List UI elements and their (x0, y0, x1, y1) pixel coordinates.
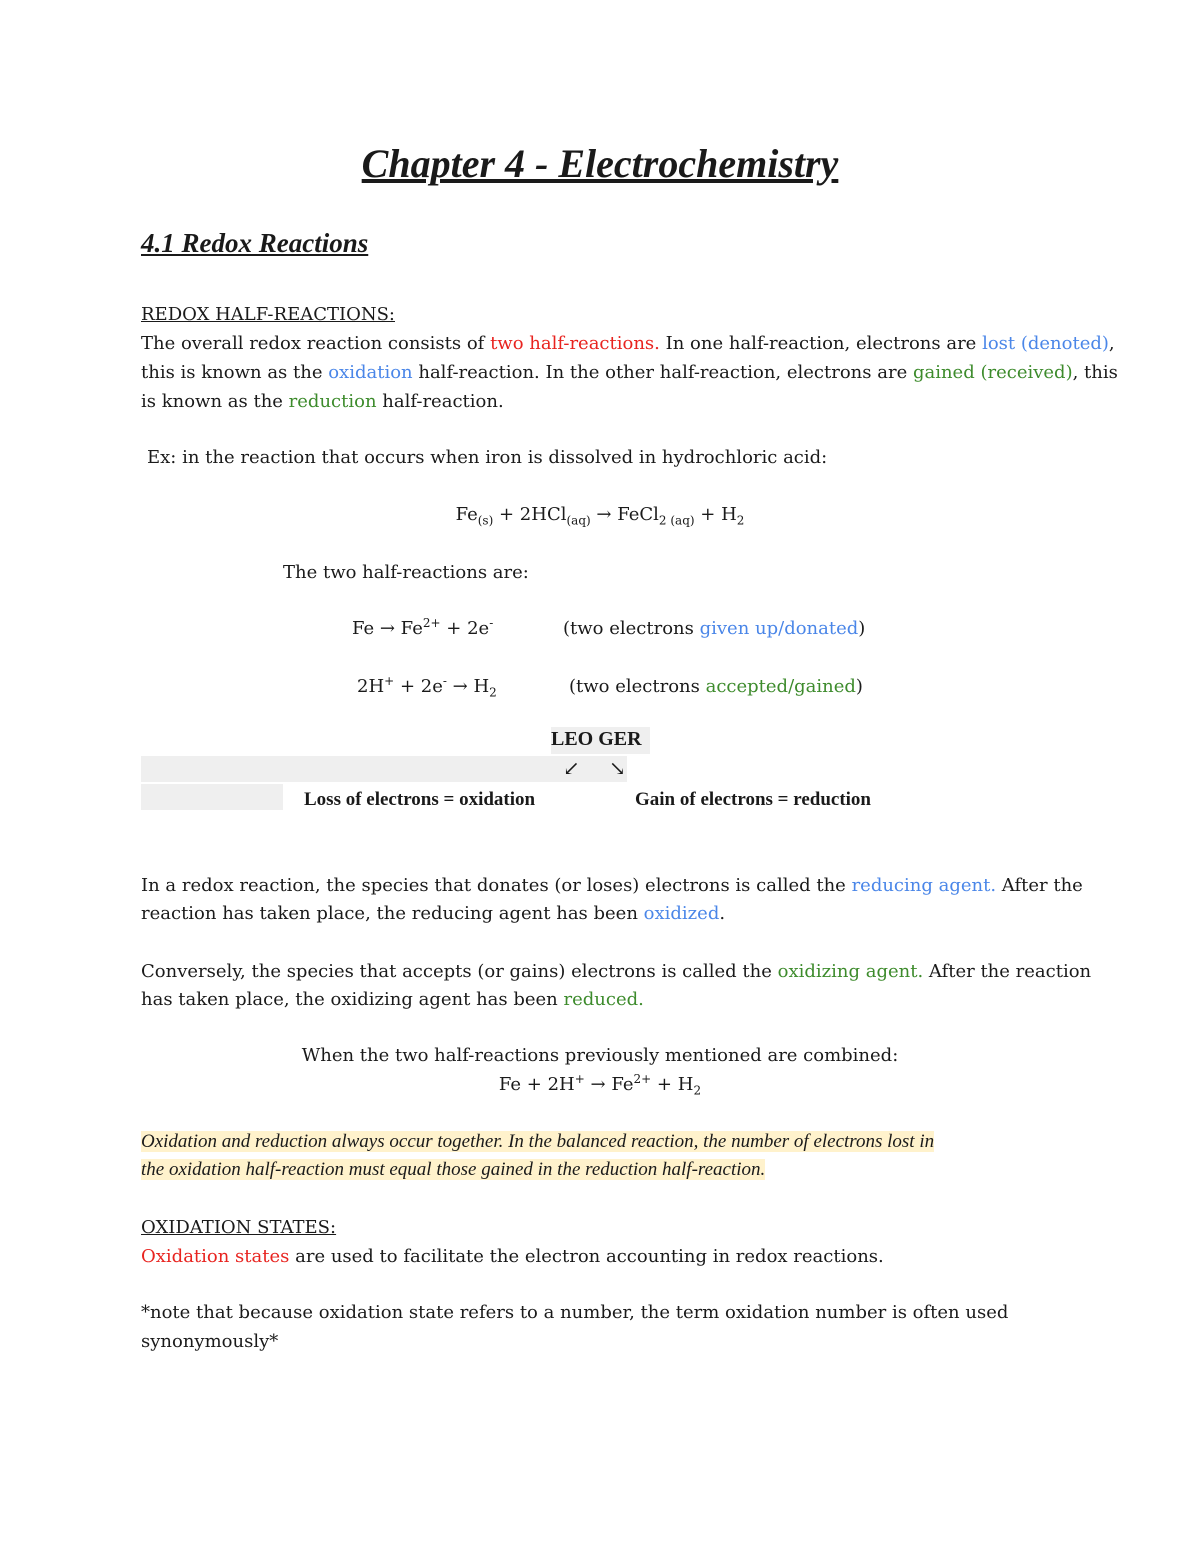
half-reactions-line-2 (141, 358, 1118, 387)
loss-of-electrons: Loss of electrons = oxidation (304, 789, 536, 810)
mnemonic-highlight-row (141, 756, 627, 782)
term-gained: gained (received) (912, 362, 1073, 383)
half-reaction-1-note (563, 614, 865, 643)
example-intro: Ex: in the reaction that occurs when iron is dissolved in hydrochloric acid: (147, 447, 828, 468)
combined-label: When the two half-reactions previously mentioned are combined: (301, 1045, 899, 1066)
text-run: half-reaction. (376, 391, 504, 412)
text-run: . (719, 903, 726, 924)
eq-sup: - (442, 674, 447, 688)
text-run: are used to facilitate the electron accounting in redox reactions. (289, 1246, 884, 1267)
text-run: reaction has taken place, the reducing agent has been (141, 903, 644, 924)
half-reactions-line-1 (141, 329, 1115, 358)
eq-sub: 2 (736, 513, 745, 528)
term-lost: lost (denoted) (982, 333, 1109, 354)
text-run: In one half-reaction, electrons are (659, 333, 983, 354)
arrow-down-left-icon: ↙ (563, 756, 580, 780)
text-run: (two electrons (563, 618, 700, 639)
text-run: The overall redox reaction consists of (141, 333, 491, 354)
oxidizing-agent-line-2 (141, 985, 644, 1014)
highlight-line-2 (141, 1155, 765, 1184)
eq-sup: + (384, 674, 395, 688)
eq-sup: 2+ (633, 1072, 652, 1086)
term-two-half-reactions: two half-reactions. (490, 333, 660, 354)
half-reactions-line-3 (141, 387, 504, 416)
text-run: ) (855, 676, 863, 697)
oxidizing-agent-line-1 (141, 957, 1091, 986)
text-run: In a redox reaction, the species that donates (or loses) electrons is called the (141, 875, 852, 896)
text-run: is known as the (141, 391, 289, 412)
eq-sub: (aq) (566, 513, 591, 528)
half-reactions-heading: REDOX HALF-REACTIONS: (141, 304, 395, 325)
text-run: After the (996, 875, 1083, 896)
term-reduced: reduced. (563, 989, 644, 1010)
text-run: ) (858, 618, 866, 639)
reducing-agent-line-2 (141, 899, 725, 928)
term-accepted: accepted/gained (705, 676, 856, 697)
text-run: half-reaction. In the other half-reaction, electrons are (412, 362, 913, 383)
eq-sup: + (574, 1072, 585, 1086)
term-given-up: given up/donated (699, 618, 859, 639)
eq-part: → Fe (584, 1074, 634, 1095)
eq-part: 2H (357, 676, 385, 697)
half-reaction-2-equation (357, 672, 497, 701)
text-run: (two electrons (569, 676, 706, 697)
arrow-down-right-icon: ↘ (609, 756, 626, 780)
term-reducing-agent: reducing agent. (851, 875, 997, 896)
text-run: , this (1072, 362, 1118, 383)
note-line-1: *note that because oxidation state refers to a number, the term oxidation number is often used (141, 1302, 1009, 1323)
note-line-2: synonymously* (141, 1331, 279, 1352)
term-reduction: reduction (288, 391, 377, 412)
eq-sub: 2 (aq) (658, 513, 695, 528)
two-half-reactions-label: The two half-reactions are: (283, 562, 529, 583)
eq-part: Fe → Fe (352, 618, 423, 639)
highlighted-text: the oxidation half-reaction must equal those gained in the reduction half-reaction. (141, 1159, 766, 1180)
reducing-agent-line-1 (141, 871, 1083, 900)
term-oxidation: oxidation (328, 362, 413, 383)
eq-sup: 2+ (422, 616, 441, 630)
eq-sub: 2 (693, 1083, 702, 1098)
text-run: , (1108, 333, 1115, 354)
eq-sub: 2 (489, 685, 497, 700)
gain-of-electrons: Gain of electrons = reduction (635, 789, 871, 810)
eq-part: Fe + 2H (498, 1074, 575, 1095)
eq-part: + H (651, 1074, 694, 1095)
overall-equation (0, 500, 1200, 529)
eq-part: → FeCl (590, 504, 659, 525)
eq-part: Fe (455, 504, 478, 525)
half-reaction-1-equation (352, 614, 493, 643)
term-oxidizing-agent: oxidizing agent. (777, 961, 924, 982)
chapter-title: Chapter 4 - Electrochemistry (361, 141, 839, 186)
half-reaction-2-note (569, 672, 863, 701)
oxidation-states-line (141, 1242, 884, 1271)
eq-part: + 2e (394, 676, 443, 697)
term-oxidation-states: Oxidation states (141, 1246, 290, 1267)
eq-part: + H (694, 504, 737, 525)
text-run: this is known as the (141, 362, 329, 383)
highlight-line-1 (141, 1127, 934, 1156)
text-run: has taken place, the oxidizing agent has been (141, 989, 564, 1010)
section-title: 4.1 Redox Reactions (141, 228, 369, 258)
eq-part: → H (446, 676, 490, 697)
mnemonic-highlight-left (141, 784, 283, 810)
eq-part: + 2HCl (493, 504, 567, 525)
eq-sup: - (489, 616, 494, 630)
highlighted-text: Oxidation and reduction always occur together. In the balanced reaction, the number of electrons lost in (141, 1131, 935, 1152)
text-run: Conversely, the species that accepts (or gains) electrons is called the (141, 961, 778, 982)
term-oxidized: oxidized (643, 903, 720, 924)
text-run: After the reaction (923, 961, 1092, 982)
combined-equation (0, 1070, 1200, 1099)
eq-part: + 2e (440, 618, 490, 639)
eq-sub: (s) (477, 513, 494, 528)
leo-ger-label: LEO GER (551, 728, 642, 750)
oxidation-states-heading: OXIDATION STATES: (141, 1217, 337, 1238)
